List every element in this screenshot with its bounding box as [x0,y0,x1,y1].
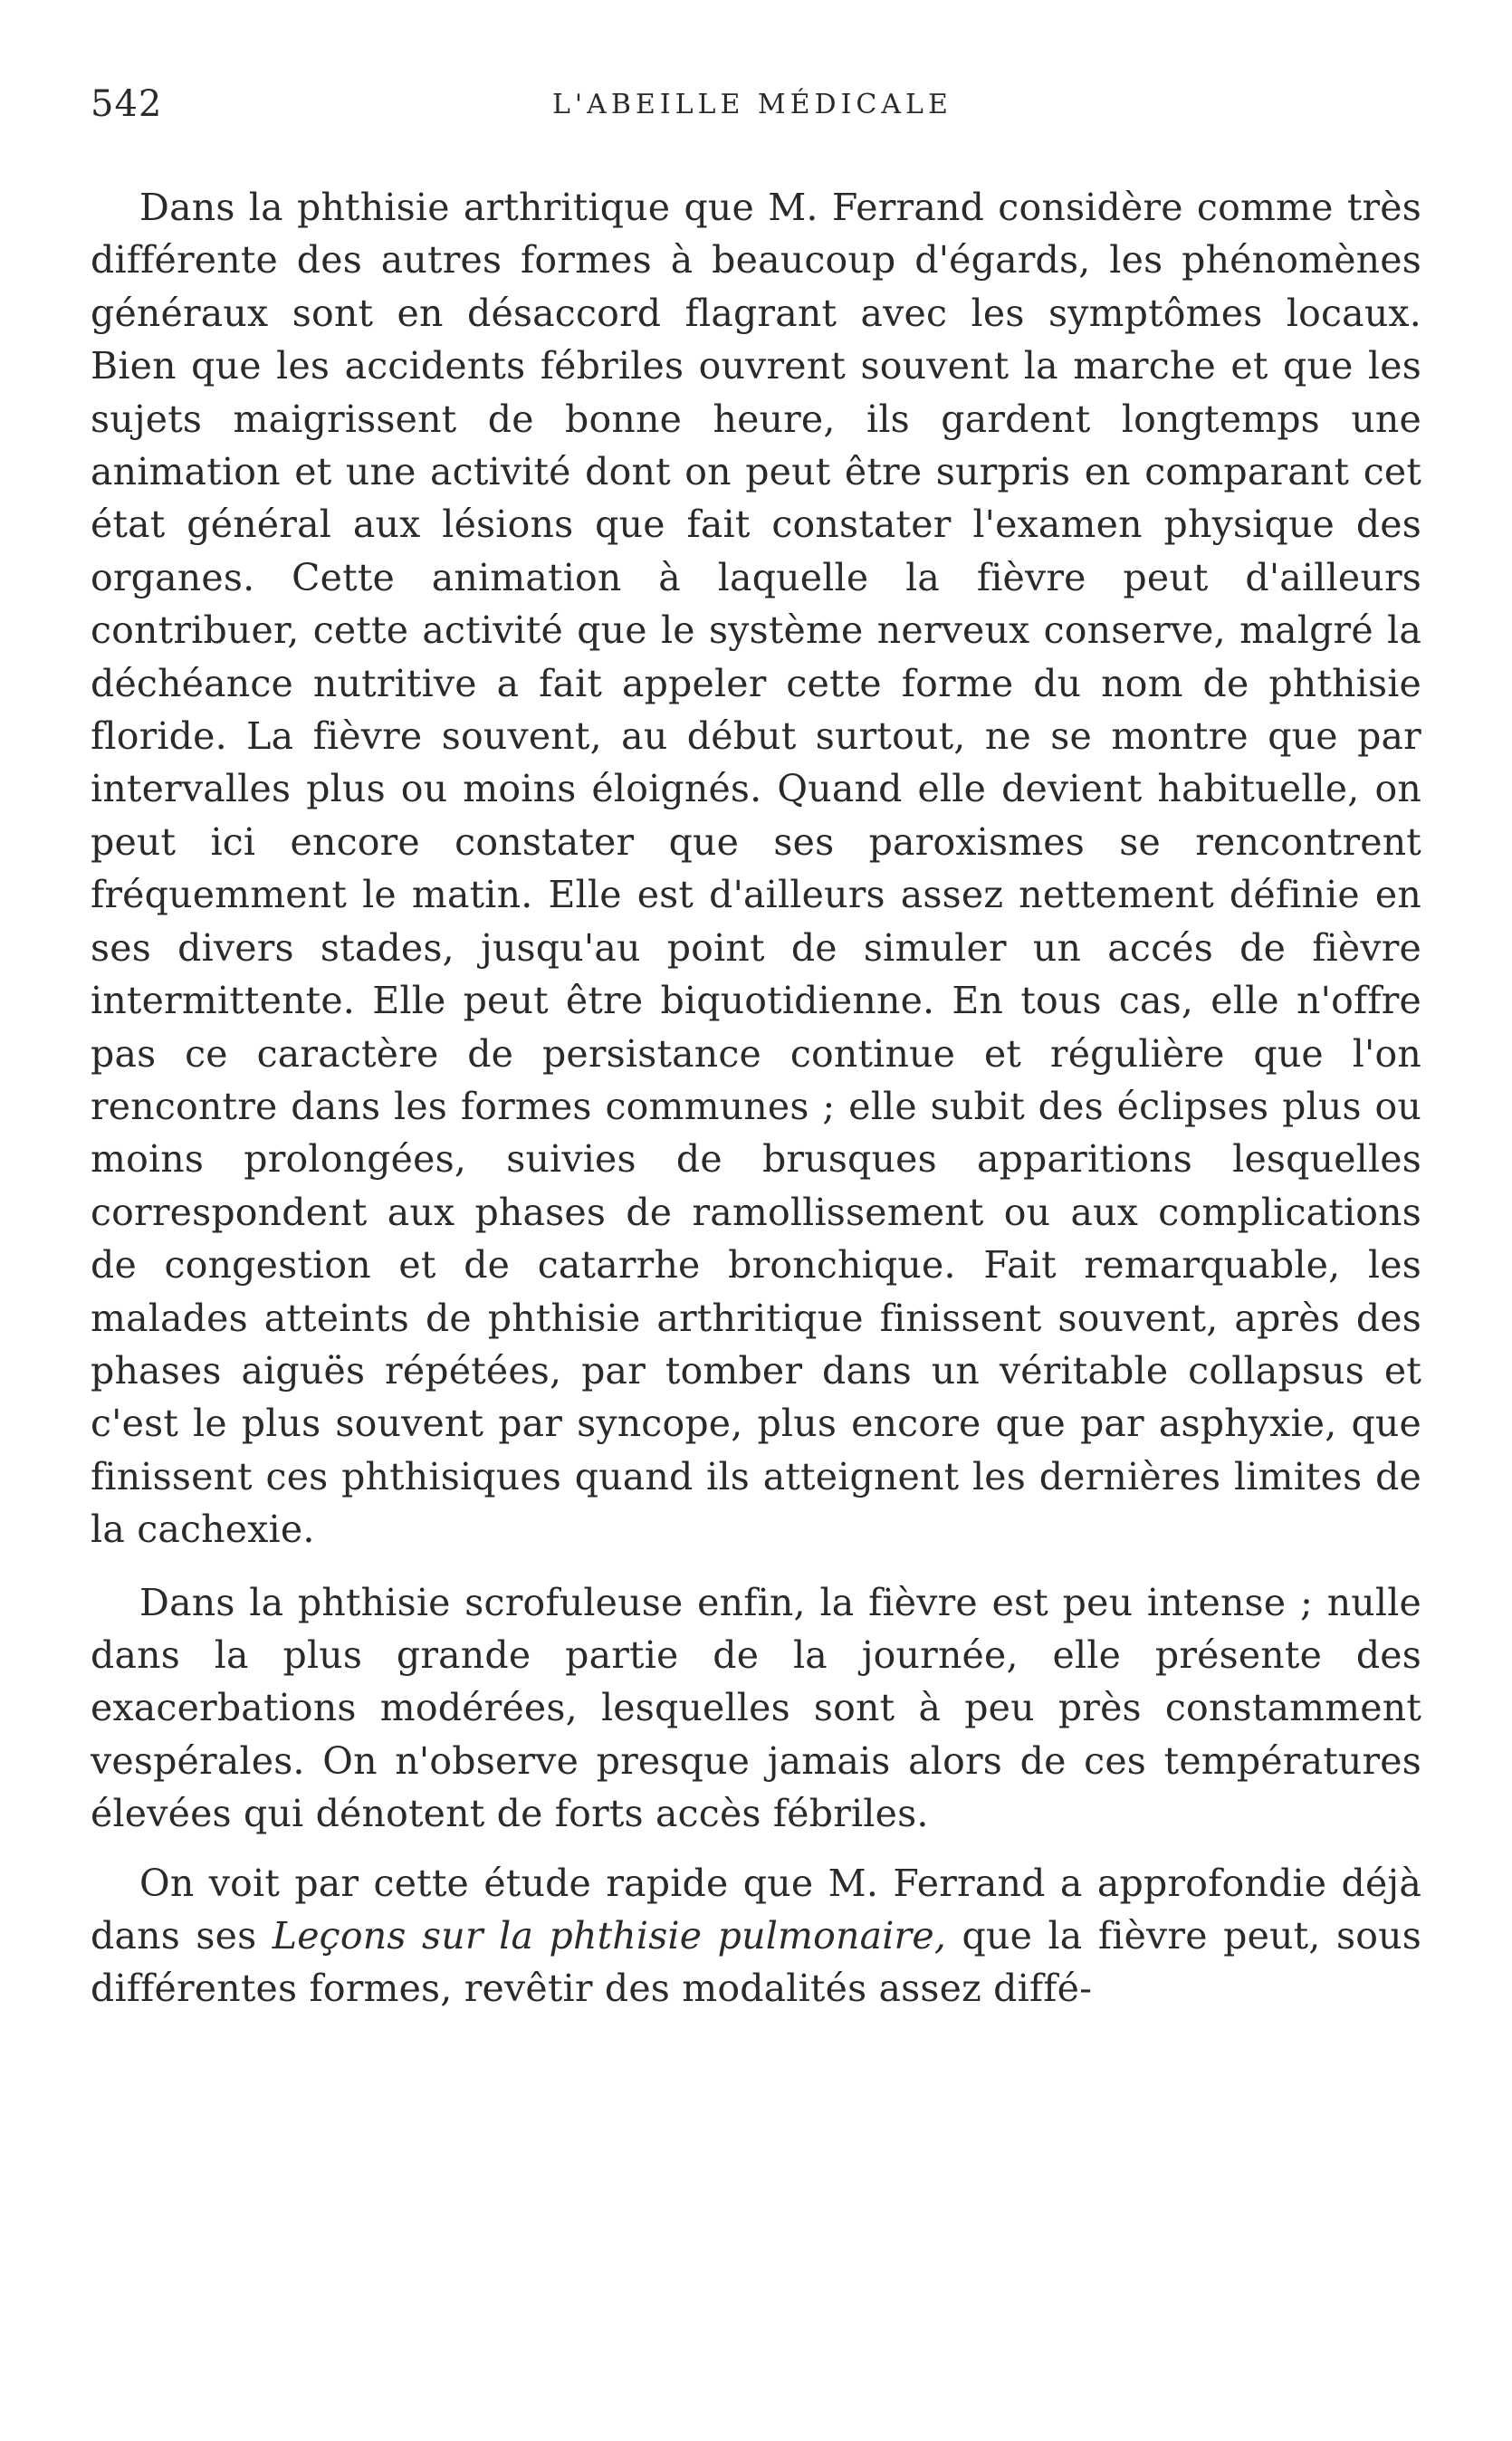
paragraph-conclusion [91,1857,1421,2015]
paragraph-conclusion-end: que la fièvre peut, sous différentes formes, revêtir des modalités assez diffé- [91,1914,1421,2011]
running-title: L'ABEILLE MÉDICALE [552,89,952,120]
running-head [91,83,1421,138]
book-title-italic: Leçons sur la phthisie pulmonaire, [272,1914,947,1958]
page-number: 542 [91,83,163,125]
paragraph-scrofulous-phthisis: Dans la phthisie scrofuleuse enfin, la fièvre est peu intense ; nulle dans la plus grande partie de la journée, elle présente des exacerbations modérées, lesquelles sont à peu près constamment vespérales. On n'observe presque jamais alors de ces températures élevées qui dénotent de forts accès fébriles. [91,1580,1421,1836]
paragraph-conclusion-start: On voit par cette étude rapide que M. Ferrand a approfondie déjà dans ses [91,1861,1421,1958]
paragraph-arthritic-phthisis: Dans la phthisie arthritique que M. Ferrand considère comme très différente des autres formes à beaucoup d'égards, les phénomènes généraux sont en désaccord flagrant avec les symptômes locaux. Bien que les accidents fébriles ouvrent souvent la marche et que les sujets maigrissent de bonne heure, ils gardent longtemps une animation et une activité dont on peut être surpris en comparant cet état général aux lésions que fait constater l'examen physique des organes. Cette animation à laquelle la fièvre peut d'ailleurs contribuer, cette activité que le système nerveux conserve, malgré la déchéance nutritive a fait appeler cette forme du nom de phthisie floride. La fièvre souvent, au début surtout, ne se montre que par intervalles plus ou moins éloignés. Quand elle devient habituelle, on peut ici encore constater que ses paroxismes se rencontrent fréquemment le matin. Elle est d'ailleurs assez nettement définie en ses divers stades, jusqu'au point de simuler un accés de fièvre intermittente. Elle peut être biquotidienne. En tous cas, elle n'offre pas ce caractère de persistance continue et régulière que l'on rencontre dans les formes communes ; elle subit des éclipses plus ou moins prolongées, suivies de brusques apparitions lesquelles correspondent aux phases de ramollissement ou aux complications de congestion et de catarrhe bronchique. Fait remarquable, les malades atteints de phthisie arthritique finissent souvent, après des phases aiguës répétées, par tomber dans un véritable collapsus et c'est le plus souvent par syncope, plus encore que par asphyxie, que finissent ces phthisiques quand ils atteignent les dernières limites de la cachexie. [91,186,1421,1552]
body-text [91,181,1421,2015]
